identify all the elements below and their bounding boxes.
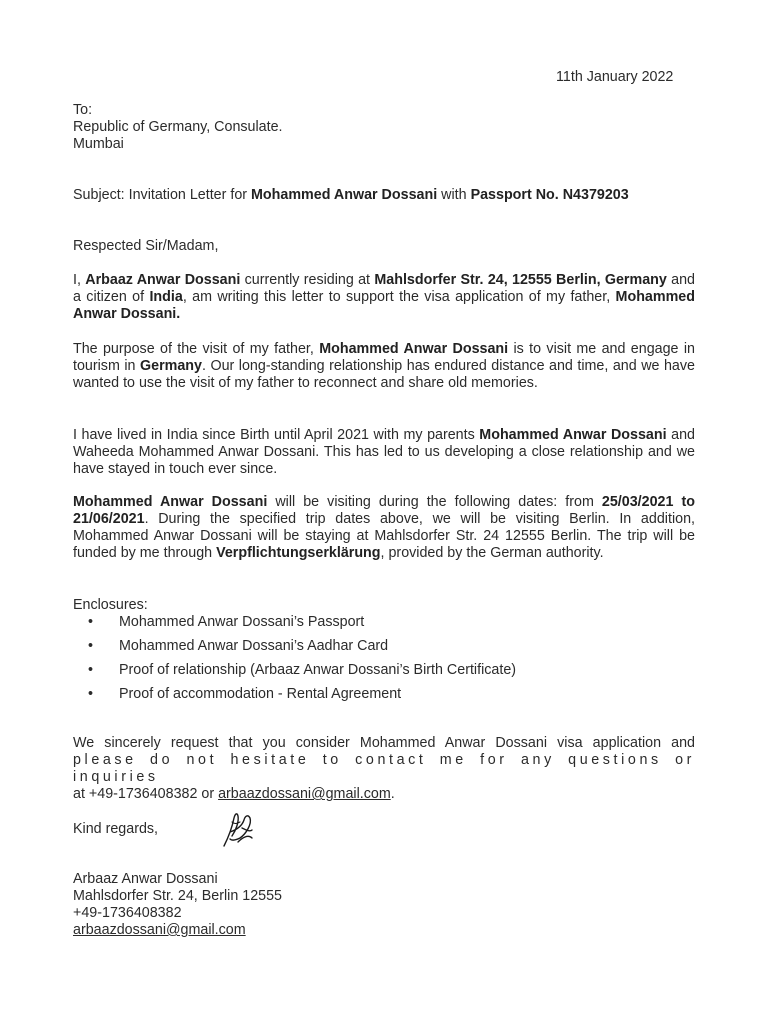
bullet-icon: •: [88, 662, 94, 678]
subject-name: Mohammed Anwar Dossani: [251, 187, 438, 203]
enclosures-heading: Enclosures:: [73, 597, 148, 613]
para4-bold: 25/03/2021 to 21/06/2021: [73, 494, 695, 527]
para2-bold: Mohammed Anwar Dossani: [319, 341, 509, 357]
recipient-line2: Mumbai: [73, 136, 124, 152]
bullet-icon: •: [88, 614, 94, 630]
recipient-block: [73, 102, 695, 153]
closing-phone-text: at +49-1736408382 or: [73, 786, 219, 802]
list-item: [73, 662, 695, 686]
para2-text: is to visit me and engage in tourism in: [73, 341, 695, 374]
closing-line1: We sincerely request that you consider Mohammed Anwar Dossani visa application and: [73, 735, 695, 751]
closing-suffix: .: [390, 786, 395, 802]
enclosure-label: Mohammed Anwar Dossani’s Passport: [119, 614, 365, 630]
para3-text: and Waheeda Mohammed Anwar Dossani. This has led to us developing a close relationship and we have stayed in touch ever since.: [73, 427, 695, 477]
subject-prefix: Subject: Invitation Letter for: [73, 187, 252, 203]
closing-email-link[interactable]: arbaazdossani@gmail.com: [218, 786, 391, 802]
paragraph-relationship: [73, 427, 695, 478]
sender-address: Mahlsdorfer Str. 24, Berlin 12555: [73, 888, 283, 904]
para4-text: . During the specified trip dates above, we will be visiting Berlin. In addition, Mohammed Anwar Dossani will be staying at Mahlsdorfer Str. 24 12555 Berlin. The trip will be funded by me through: [73, 511, 695, 561]
para3-bold: Mohammed Anwar Dossani: [479, 427, 667, 443]
para2-text: The purpose of the visit of my father,: [73, 341, 320, 357]
subject-line: [73, 187, 695, 204]
list-item: [73, 686, 695, 710]
letter-date: 11th January 2022: [556, 69, 674, 85]
para1-text: and a citizen of: [73, 272, 695, 305]
closing-line3: [73, 786, 695, 803]
paragraph-dates: [73, 494, 695, 562]
paragraph-intro: [73, 272, 695, 323]
para4-bold: Mohammed Anwar Dossani: [73, 494, 268, 510]
list-item: [73, 614, 695, 638]
para3-text: I have lived in India since Birth until April 2021 with my parents: [73, 427, 480, 443]
bullet-icon: •: [88, 686, 94, 702]
sender-name: Arbaaz Anwar Dossani: [73, 871, 218, 887]
enclosure-label: Proof of relationship (Arbaaz Anwar Dossani’s Birth Certificate): [119, 662, 517, 678]
subject-passport: Passport No. N4379203: [470, 187, 629, 203]
para2-bold: Germany: [140, 358, 202, 374]
para1-bold: Mahlsdorfer Str. 24, 12555 Berlin, Germany: [374, 272, 667, 288]
para1-bold: Mohammed Anwar Dossani.: [73, 289, 695, 322]
salutation: Respected Sir/Madam,: [73, 238, 219, 254]
paragraph-purpose: [73, 341, 695, 392]
sender-block: [73, 871, 695, 939]
closing-line2: please do not hesitate to contact me for any questions or inquiries: [73, 752, 695, 785]
para4-bold: Verpflichtungserklärung: [216, 545, 381, 561]
recipient-to: To:: [73, 102, 93, 118]
para4-text: , provided by the German authority.: [380, 545, 604, 561]
subject-mid: with: [437, 187, 471, 203]
bullet-icon: •: [88, 638, 94, 654]
sign-off: Kind regards,: [73, 821, 159, 837]
signature-icon: [218, 808, 258, 852]
para1-bold: Arbaaz Anwar Dossani: [85, 272, 241, 288]
para1-text: currently residing at: [240, 272, 375, 288]
sender-phone: +49-1736408382: [73, 905, 182, 921]
enclosures-list: [73, 614, 695, 710]
list-item: [73, 638, 695, 662]
enclosure-label: Proof of accommodation - Rental Agreement: [119, 686, 402, 702]
para2-text: . Our long-standing relationship has endured distance and time, and we have wanted to use the visit of my father to reconnect and share old memories.: [73, 358, 695, 391]
para1-text: I,: [73, 272, 86, 288]
enclosure-label: Mohammed Anwar Dossani’s Aadhar Card: [119, 638, 389, 654]
closing-paragraph: [73, 735, 695, 803]
para1-text: , am writing this letter to support the visa application of my father,: [182, 289, 616, 305]
para1-bold: India: [149, 289, 183, 305]
para4-text: will be visiting during the following dates: from: [267, 494, 602, 510]
recipient-line1: Republic of Germany, Consulate.: [73, 119, 283, 135]
sender-email-link[interactable]: arbaazdossani@gmail.com: [73, 922, 246, 938]
